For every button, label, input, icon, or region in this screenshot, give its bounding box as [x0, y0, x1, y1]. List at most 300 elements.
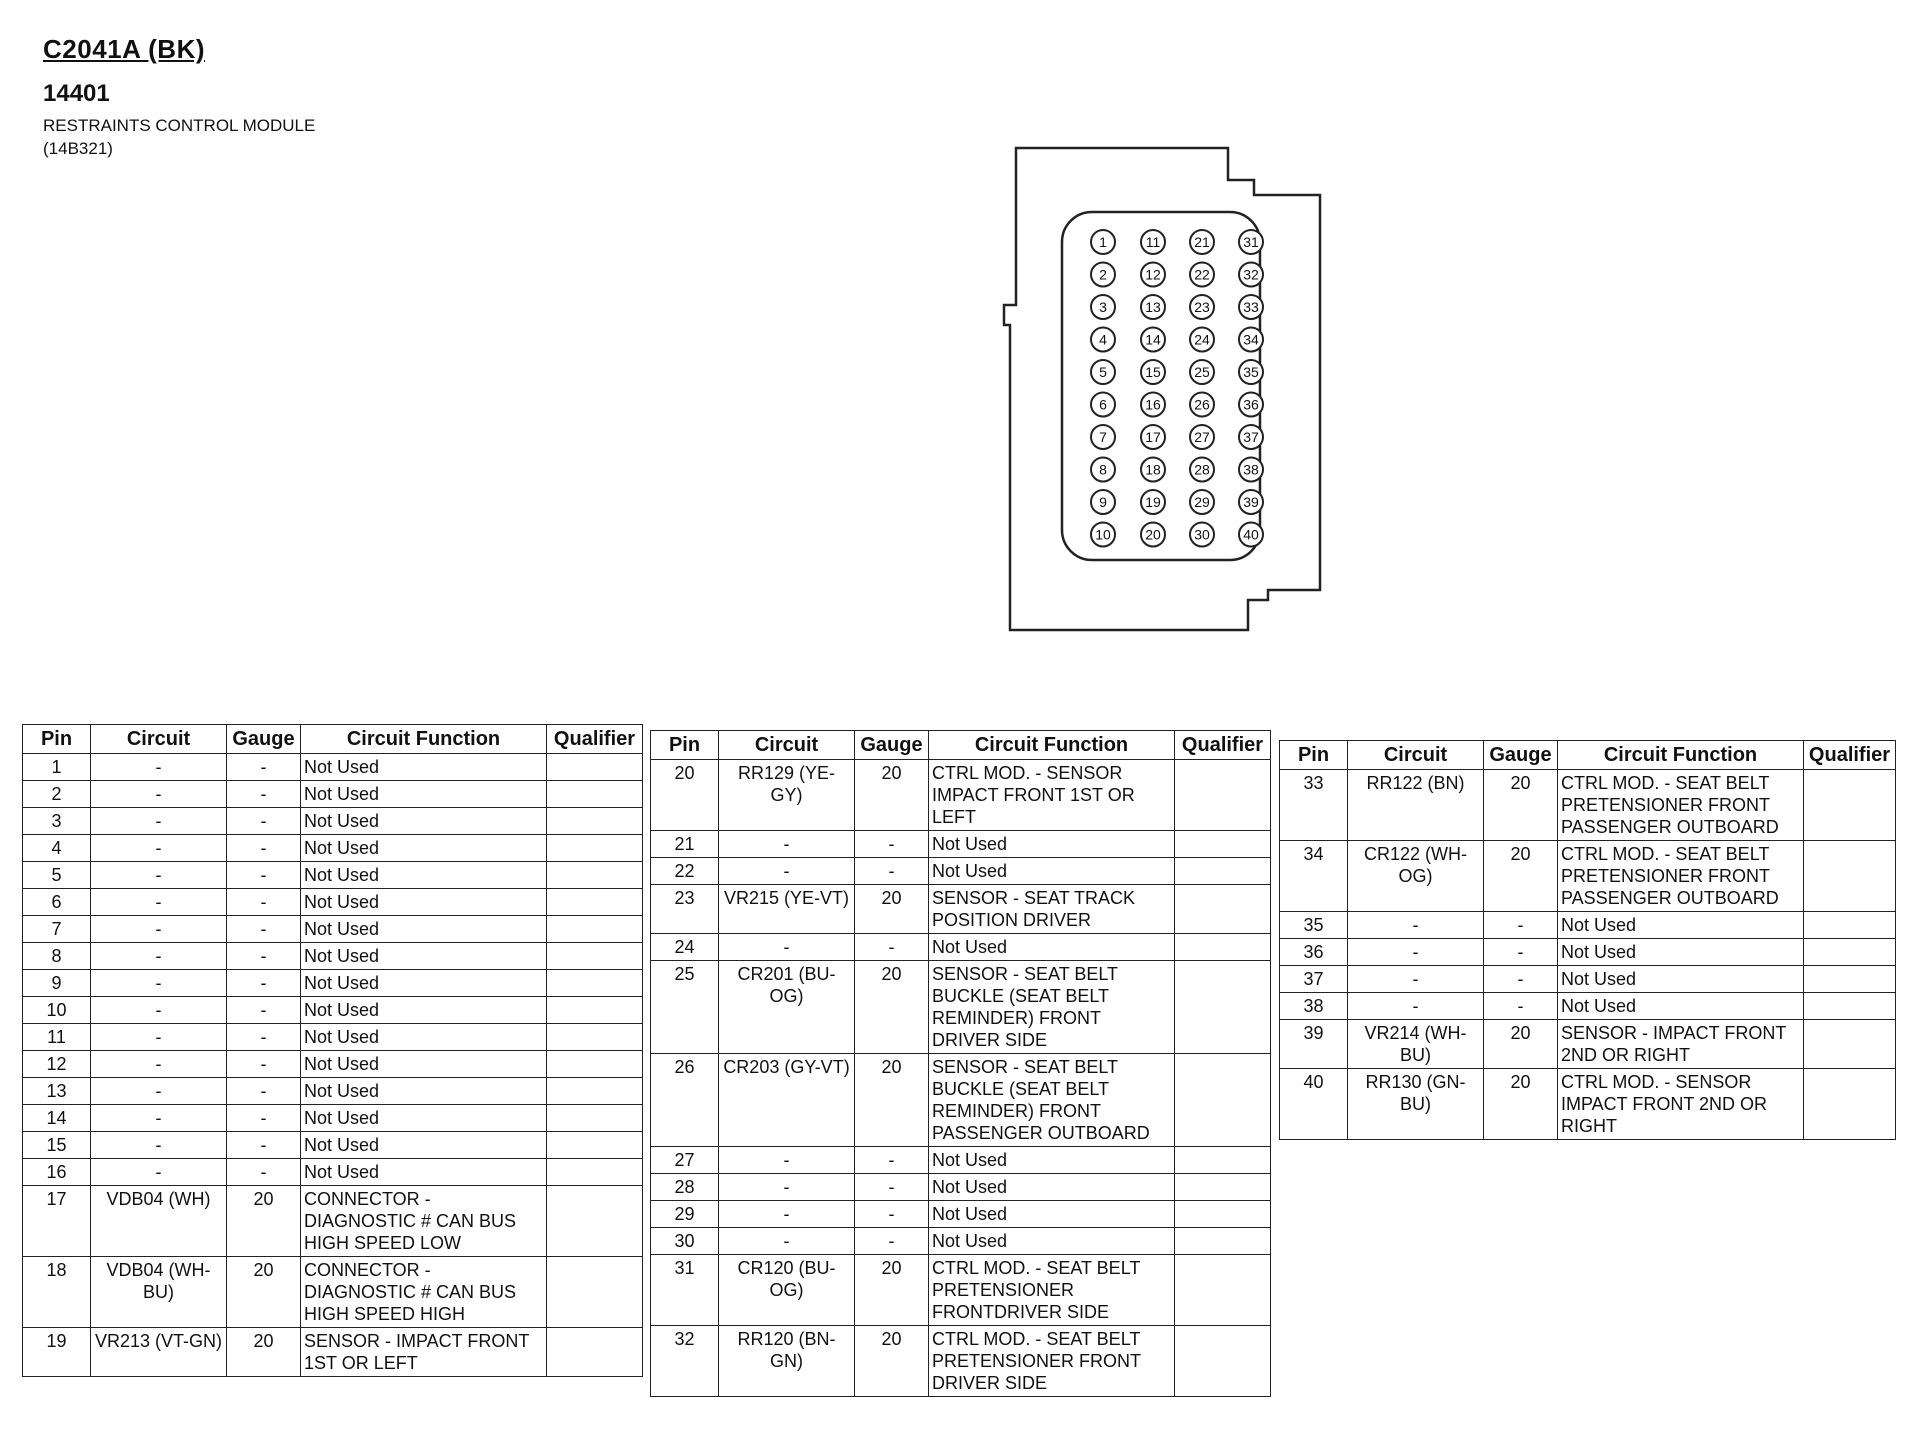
cell-circuit: - [91, 943, 227, 970]
cell-pin: 6 [23, 889, 91, 916]
pinout-table-body [651, 760, 1271, 1397]
cell-function: CTRL MOD. - SEAT BELT PRETENSIONER FRONT DRIVER SIDE [929, 1326, 1175, 1397]
cell-qualifier [547, 862, 643, 889]
pin-number-label: 5 [1099, 364, 1107, 380]
cell-qualifier [547, 916, 643, 943]
col-circuit-header: Circuit [719, 731, 855, 760]
cell-circuit: - [1348, 993, 1484, 1020]
cell-qualifier [1175, 1326, 1271, 1397]
col-qualifier-header: Qualifier [1175, 731, 1271, 760]
cell-function: Not Used [301, 889, 547, 916]
cell-qualifier [547, 889, 643, 916]
cell-qualifier [547, 1078, 643, 1105]
cell-pin: 34 [1280, 841, 1348, 912]
cell-pin: 37 [1280, 966, 1348, 993]
cell-pin: 20 [651, 760, 719, 831]
pin-number-label: 19 [1145, 494, 1161, 510]
cell-pin: 39 [1280, 1020, 1348, 1069]
cell-qualifier [547, 1105, 643, 1132]
table-row [23, 997, 643, 1024]
cell-circuit: VR213 (VT-GN) [91, 1328, 227, 1377]
table-row [651, 885, 1271, 934]
cell-function: Not Used [301, 1159, 547, 1186]
pin-grid [1091, 230, 1263, 547]
cell-pin: 36 [1280, 939, 1348, 966]
pin-number-label: 40 [1243, 526, 1259, 543]
cell-pin: 2 [23, 781, 91, 808]
table-row [23, 1105, 643, 1132]
pin-number-label: 14 [1145, 331, 1161, 348]
cell-function: Not Used [929, 831, 1175, 858]
cell-circuit: - [1348, 939, 1484, 966]
cell-circuit: - [91, 835, 227, 862]
cell-circuit: - [91, 1105, 227, 1132]
table-row [1280, 1069, 1896, 1140]
cell-circuit: - [1348, 966, 1484, 993]
pinout-table-2 [650, 730, 1271, 1397]
cell-circuit: CR122 (WH-OG) [1348, 841, 1484, 912]
cell-gauge: - [227, 808, 301, 835]
cell-qualifier [1175, 858, 1271, 885]
col-function-header: Circuit Function [929, 731, 1175, 760]
cell-gauge: - [227, 835, 301, 862]
cell-gauge: - [227, 1051, 301, 1078]
cell-circuit: CR203 (GY-VT) [719, 1054, 855, 1147]
col-qualifier-header: Qualifier [547, 725, 643, 754]
table-row [23, 1132, 643, 1159]
cell-circuit: RR122 (BN) [1348, 770, 1484, 841]
part-number: 14401 [43, 80, 110, 107]
cell-pin: 33 [1280, 770, 1348, 841]
cell-qualifier [1175, 1147, 1271, 1174]
pin-number-label: 35 [1243, 364, 1259, 380]
table-row [23, 916, 643, 943]
table-row [23, 781, 643, 808]
cell-circuit: - [91, 754, 227, 781]
pin-number-label: 32 [1243, 266, 1259, 283]
pin-number-label: 22 [1194, 266, 1210, 283]
cell-gauge: - [227, 1024, 301, 1051]
cell-qualifier [1175, 1255, 1271, 1326]
cell-function: Not Used [1558, 912, 1804, 939]
module-description [43, 114, 315, 160]
cell-function: Not Used [1558, 993, 1804, 1020]
pin-number-label: 20 [1145, 526, 1161, 543]
table-row [23, 1186, 643, 1257]
cell-qualifier [1804, 1020, 1896, 1069]
cell-qualifier [547, 1328, 643, 1377]
cell-gauge: - [227, 997, 301, 1024]
cell-qualifier [547, 835, 643, 862]
cell-qualifier [547, 808, 643, 835]
cell-pin: 27 [651, 1147, 719, 1174]
table-row [23, 754, 643, 781]
cell-gauge: - [1484, 966, 1558, 993]
cell-gauge: - [227, 970, 301, 997]
cell-pin: 29 [651, 1201, 719, 1228]
col-pin-header: Pin [1280, 741, 1348, 770]
cell-pin: 25 [651, 961, 719, 1054]
table-row [1280, 912, 1896, 939]
cell-function: Not Used [1558, 966, 1804, 993]
cell-circuit: VR214 (WH-BU) [1348, 1020, 1484, 1069]
cell-function: Not Used [301, 1051, 547, 1078]
cell-pin: 5 [23, 862, 91, 889]
cell-circuit: - [719, 858, 855, 885]
cell-pin: 30 [651, 1228, 719, 1255]
pin-number-label: 38 [1243, 461, 1259, 478]
cell-pin: 16 [23, 1159, 91, 1186]
cell-gauge: 20 [227, 1186, 301, 1257]
pin-number-label: 30 [1194, 526, 1210, 543]
cell-gauge: 20 [855, 760, 929, 831]
pin-number-label: 11 [1145, 234, 1161, 250]
pin-number-label: 17 [1145, 429, 1161, 445]
table-row [23, 1328, 643, 1377]
cell-function: Not Used [301, 754, 547, 781]
pin-number-label: 28 [1194, 461, 1210, 478]
table-row [651, 1147, 1271, 1174]
cell-gauge: 20 [1484, 1020, 1558, 1069]
cell-pin: 8 [23, 943, 91, 970]
cell-gauge: - [227, 754, 301, 781]
cell-function: SENSOR - IMPACT FRONT 2ND OR RIGHT [1558, 1020, 1804, 1069]
cell-function: Not Used [301, 997, 547, 1024]
cell-pin: 17 [23, 1186, 91, 1257]
table-header-row [651, 731, 1271, 760]
cell-pin: 38 [1280, 993, 1348, 1020]
table-row [651, 1054, 1271, 1147]
cell-function: Not Used [929, 1147, 1175, 1174]
table-row [651, 1201, 1271, 1228]
cell-qualifier [1175, 1054, 1271, 1147]
col-circuit-header: Circuit [1348, 741, 1484, 770]
cell-qualifier [547, 1257, 643, 1328]
table-row [23, 808, 643, 835]
pinout-table-body [23, 754, 643, 1377]
cell-function: Not Used [301, 808, 547, 835]
cell-pin: 22 [651, 858, 719, 885]
module-name: RESTRAINTS CONTROL MODULE [43, 116, 316, 135]
cell-gauge: 20 [227, 1257, 301, 1328]
cell-qualifier [1804, 841, 1896, 912]
cell-pin: 14 [23, 1105, 91, 1132]
cell-circuit: - [719, 934, 855, 961]
col-circuit-header: Circuit [91, 725, 227, 754]
cell-circuit: - [719, 831, 855, 858]
table-row [651, 760, 1271, 831]
connector-housing-outline [1004, 148, 1320, 630]
table-row [1280, 939, 1896, 966]
cell-function: Not Used [301, 916, 547, 943]
table-row [23, 862, 643, 889]
cell-gauge: 20 [855, 961, 929, 1054]
cell-circuit: VDB04 (WH) [91, 1186, 227, 1257]
cell-pin: 12 [23, 1051, 91, 1078]
cell-pin: 13 [23, 1078, 91, 1105]
cell-circuit: - [91, 889, 227, 916]
cell-circuit: - [91, 1132, 227, 1159]
cell-circuit: - [91, 916, 227, 943]
col-gauge-header: Gauge [855, 731, 929, 760]
cell-function: Not Used [301, 835, 547, 862]
cell-circuit: CR120 (BU-OG) [719, 1255, 855, 1326]
cell-qualifier [1175, 1201, 1271, 1228]
table-row [23, 1051, 643, 1078]
cell-pin: 15 [23, 1132, 91, 1159]
cell-pin: 3 [23, 808, 91, 835]
cell-gauge: 20 [227, 1328, 301, 1377]
table-header-row [1280, 741, 1896, 770]
pin-number-label: 26 [1194, 396, 1210, 413]
cell-qualifier [1804, 966, 1896, 993]
cell-gauge: - [227, 1078, 301, 1105]
cell-gauge: 20 [855, 1255, 929, 1326]
cell-circuit: RR130 (GN-BU) [1348, 1069, 1484, 1140]
pinout-table-3 [1279, 740, 1896, 1140]
table-row [651, 831, 1271, 858]
cell-pin: 40 [1280, 1069, 1348, 1140]
cell-qualifier [547, 1132, 643, 1159]
cell-qualifier [1804, 939, 1896, 966]
cell-circuit: - [91, 970, 227, 997]
cell-gauge: - [1484, 993, 1558, 1020]
cell-qualifier [1175, 1228, 1271, 1255]
cell-qualifier [1175, 831, 1271, 858]
cell-pin: 9 [23, 970, 91, 997]
pin-number-label: 10 [1095, 526, 1111, 543]
cell-gauge: - [227, 916, 301, 943]
pin-number-label: 31 [1243, 234, 1259, 250]
cell-qualifier [547, 1051, 643, 1078]
pinout-table-body [1280, 770, 1896, 1140]
pin-number-label: 15 [1145, 364, 1161, 380]
col-pin-header: Pin [23, 725, 91, 754]
table-row [23, 1257, 643, 1328]
table-row [1280, 841, 1896, 912]
cell-qualifier [1804, 912, 1896, 939]
cell-circuit: - [91, 1051, 227, 1078]
cell-circuit: - [719, 1228, 855, 1255]
cell-qualifier [547, 1186, 643, 1257]
cell-function: Not Used [929, 1174, 1175, 1201]
cell-qualifier [547, 943, 643, 970]
cell-qualifier [1175, 961, 1271, 1054]
table-row [23, 835, 643, 862]
pin-number-label: 18 [1145, 461, 1161, 478]
cell-function: Not Used [301, 781, 547, 808]
cell-function: CTRL MOD. - SEAT BELT PRETENSIONER FRONT PASSENGER OUTBOARD [1558, 770, 1804, 841]
cell-circuit: - [91, 781, 227, 808]
connector-face-diagram [1000, 140, 1340, 640]
cell-qualifier [547, 1024, 643, 1051]
pin-number-label: 4 [1099, 331, 1107, 348]
table-row [651, 1174, 1271, 1201]
cell-circuit: - [719, 1201, 855, 1228]
table-row [651, 1326, 1271, 1397]
pin-number-label: 21 [1194, 234, 1210, 250]
cell-gauge: - [855, 934, 929, 961]
cell-function: CTRL MOD. - SEAT BELT PRETENSIONER FRONTDRIVER SIDE [929, 1255, 1175, 1326]
cell-pin: 24 [651, 934, 719, 961]
cell-qualifier [1804, 1069, 1896, 1140]
table-row [1280, 966, 1896, 993]
pin-number-label: 2 [1099, 266, 1107, 283]
pinout-table-1 [22, 724, 643, 1377]
cell-gauge: - [855, 1147, 929, 1174]
col-function-header: Circuit Function [1558, 741, 1804, 770]
cell-qualifier [1175, 934, 1271, 961]
cell-function: CTRL MOD. - SEAT BELT PRETENSIONER FRONT PASSENGER OUTBOARD [1558, 841, 1804, 912]
pin-number-label: 3 [1099, 299, 1107, 315]
cell-gauge: - [227, 1105, 301, 1132]
cell-gauge: - [227, 889, 301, 916]
table-row [23, 1078, 643, 1105]
cell-gauge: 20 [855, 1326, 929, 1397]
cell-pin: 10 [23, 997, 91, 1024]
cell-qualifier [1175, 760, 1271, 831]
cell-qualifier [1804, 993, 1896, 1020]
cell-function: Not Used [301, 1078, 547, 1105]
cell-circuit: - [91, 997, 227, 1024]
cell-pin: 19 [23, 1328, 91, 1377]
pin-number-label: 39 [1243, 494, 1259, 510]
cell-pin: 18 [23, 1257, 91, 1328]
cell-circuit: RR129 (YE-GY) [719, 760, 855, 831]
cell-gauge: 20 [855, 1054, 929, 1147]
table-row [23, 943, 643, 970]
table-row [23, 1159, 643, 1186]
cell-gauge: - [227, 1159, 301, 1186]
cell-gauge: - [855, 1174, 929, 1201]
table-row [23, 1024, 643, 1051]
cell-qualifier [547, 970, 643, 997]
pin-number-label: 23 [1194, 299, 1210, 315]
cell-gauge: - [227, 1132, 301, 1159]
cell-qualifier [547, 1159, 643, 1186]
pin-number-label: 8 [1099, 461, 1107, 478]
cell-gauge: 20 [1484, 770, 1558, 841]
cell-gauge: - [855, 1201, 929, 1228]
table-row [651, 961, 1271, 1054]
cell-qualifier [547, 754, 643, 781]
cell-circuit: RR120 (BN-GN) [719, 1326, 855, 1397]
cell-pin: 26 [651, 1054, 719, 1147]
cell-function: Not Used [929, 934, 1175, 961]
pin-number-label: 7 [1099, 429, 1107, 445]
table-row [651, 934, 1271, 961]
cell-gauge: 20 [1484, 841, 1558, 912]
cell-function: SENSOR - IMPACT FRONT 1ST OR LEFT [301, 1328, 547, 1377]
pin-number-label: 24 [1194, 331, 1210, 348]
cell-circuit: - [91, 1159, 227, 1186]
pin-number-label: 6 [1099, 396, 1107, 413]
table-header-row [23, 725, 643, 754]
cell-function: Not Used [1558, 939, 1804, 966]
cell-gauge: - [855, 831, 929, 858]
cell-gauge: - [1484, 939, 1558, 966]
table-row [23, 970, 643, 997]
cell-gauge: 20 [855, 885, 929, 934]
cell-pin: 11 [23, 1024, 91, 1051]
cell-pin: 1 [23, 754, 91, 781]
pin-number-label: 27 [1194, 429, 1210, 445]
cell-qualifier [547, 997, 643, 1024]
cell-circuit: VR215 (YE-VT) [719, 885, 855, 934]
table-row [1280, 993, 1896, 1020]
cell-pin: 4 [23, 835, 91, 862]
cell-circuit: - [91, 808, 227, 835]
cell-gauge: - [227, 781, 301, 808]
cell-gauge: - [227, 943, 301, 970]
col-gauge-header: Gauge [227, 725, 301, 754]
col-function-header: Circuit Function [301, 725, 547, 754]
pin-number-label: 16 [1145, 396, 1161, 413]
cell-circuit: - [91, 1078, 227, 1105]
cell-function: Not Used [301, 943, 547, 970]
cell-qualifier [1804, 770, 1896, 841]
table-row [1280, 1020, 1896, 1069]
col-qualifier-header: Qualifier [1804, 741, 1896, 770]
table-row [23, 889, 643, 916]
cell-circuit: - [1348, 912, 1484, 939]
cell-pin: 35 [1280, 912, 1348, 939]
pin-number-label: 33 [1243, 299, 1259, 315]
cell-qualifier [547, 781, 643, 808]
cell-pin: 31 [651, 1255, 719, 1326]
cell-circuit: - [719, 1147, 855, 1174]
cell-gauge: - [1484, 912, 1558, 939]
pin-number-label: 1 [1099, 234, 1107, 250]
pin-number-label: 37 [1243, 429, 1259, 445]
cell-circuit: - [719, 1174, 855, 1201]
cell-function: Not Used [929, 1228, 1175, 1255]
cell-function: Not Used [929, 1201, 1175, 1228]
cell-pin: 7 [23, 916, 91, 943]
cell-function: Not Used [301, 1132, 547, 1159]
cell-circuit: CR201 (BU-OG) [719, 961, 855, 1054]
cell-pin: 32 [651, 1326, 719, 1397]
cell-pin: 28 [651, 1174, 719, 1201]
cell-function: CONNECTOR - DIAGNOSTIC # CAN BUS HIGH SPEED HIGH [301, 1257, 547, 1328]
cell-gauge: - [227, 862, 301, 889]
table-row [1280, 770, 1896, 841]
cell-function: Not Used [301, 862, 547, 889]
cell-function: Not Used [301, 970, 547, 997]
cell-circuit: - [91, 862, 227, 889]
cell-function: CONNECTOR - DIAGNOSTIC # CAN BUS HIGH SPEED LOW [301, 1186, 547, 1257]
cell-circuit: - [91, 1024, 227, 1051]
pin-number-label: 36 [1243, 396, 1259, 413]
connector-title: C2041A (BK) [43, 34, 206, 64]
cell-gauge: - [855, 858, 929, 885]
pin-number-label: 29 [1194, 494, 1210, 510]
cell-function: SENSOR - SEAT TRACK POSITION DRIVER [929, 885, 1175, 934]
cell-function: CTRL MOD. - SENSOR IMPACT FRONT 1ST OR LEFT [929, 760, 1175, 831]
pin-number-label: 25 [1194, 364, 1210, 380]
cell-pin: 23 [651, 885, 719, 934]
cell-function: CTRL MOD. - SENSOR IMPACT FRONT 2ND OR RIGHT [1558, 1069, 1804, 1140]
cell-function: Not Used [301, 1024, 547, 1051]
table-row [651, 1228, 1271, 1255]
cell-pin: 21 [651, 831, 719, 858]
table-row [651, 858, 1271, 885]
pin-number-label: 34 [1243, 331, 1259, 348]
cell-gauge: 20 [1484, 1069, 1558, 1140]
pin-number-label: 9 [1099, 494, 1107, 510]
cell-qualifier [1175, 1174, 1271, 1201]
pin-number-label: 12 [1145, 266, 1161, 283]
